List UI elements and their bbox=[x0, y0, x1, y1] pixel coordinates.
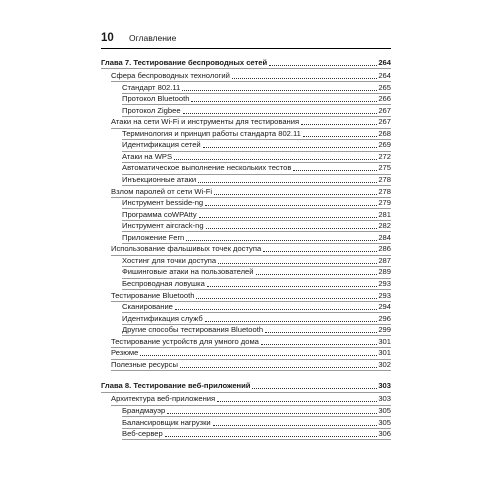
dot-leader bbox=[174, 159, 377, 160]
entry-page-number: 278 bbox=[378, 175, 391, 184]
entry-title: Атаки на WPS bbox=[122, 151, 173, 161]
entry-page-number: 267 bbox=[378, 105, 391, 115]
entry-page-number: 306 bbox=[378, 429, 391, 439]
subsection-entry bbox=[122, 254, 391, 266]
entry-title: Брандмауэр bbox=[122, 406, 166, 415]
dot-leader bbox=[214, 194, 377, 195]
entry-page-number: 281 bbox=[378, 209, 391, 219]
dot-leader bbox=[301, 124, 377, 125]
subsection-entry bbox=[122, 277, 391, 289]
dot-leader bbox=[183, 113, 378, 114]
subsection-entry bbox=[122, 196, 391, 208]
entry-title: Атаки на сети Wi-Fi и инструменты для тестирования bbox=[111, 117, 300, 127]
entry-title: Фишинговые атаки на пользователей bbox=[122, 267, 254, 277]
entry-page-number: 301 bbox=[378, 348, 391, 358]
subsection-entry bbox=[122, 427, 391, 439]
subsection-entry bbox=[122, 265, 391, 277]
dot-leader bbox=[207, 286, 377, 287]
section-entry bbox=[111, 185, 391, 197]
dot-leader bbox=[205, 205, 377, 206]
entry-title: Беспроводная ловушка bbox=[122, 279, 205, 288]
subsection-entry bbox=[122, 312, 391, 324]
entry-page-number: 293 bbox=[378, 290, 391, 300]
entry-title: Архитектура веб-приложения bbox=[111, 394, 216, 404]
subsection-entry bbox=[122, 219, 391, 231]
entry-title: Тестирование Bluetooth bbox=[111, 290, 195, 300]
chapter-entry bbox=[101, 56, 391, 68]
dot-leader bbox=[265, 332, 377, 333]
entry-title: Хостинг для точки доступа bbox=[122, 255, 217, 265]
dot-leader bbox=[256, 274, 378, 275]
entry-page-number: 264 bbox=[378, 71, 391, 81]
dot-leader bbox=[140, 355, 377, 356]
entry-page-number: 305 bbox=[378, 417, 391, 427]
entry-page-number: 267 bbox=[378, 117, 391, 127]
subsection-entry bbox=[122, 404, 391, 416]
entry-page-number: 269 bbox=[378, 140, 391, 150]
entry-title: Протокол Bluetooth bbox=[122, 94, 190, 104]
subsection-entry bbox=[122, 150, 391, 162]
header-rule bbox=[101, 48, 391, 49]
page-number: 10 bbox=[101, 32, 114, 44]
entry-title: Веб-сервер bbox=[122, 429, 163, 439]
dot-leader bbox=[196, 298, 377, 299]
dot-leader bbox=[186, 240, 377, 241]
entry-title: Другие способы тестирования Bluetooth bbox=[122, 325, 264, 335]
entry-page-number: 302 bbox=[378, 359, 391, 369]
entry-page-number: 301 bbox=[378, 336, 391, 346]
dot-leader bbox=[175, 309, 377, 310]
entry-page-number: 299 bbox=[378, 325, 391, 335]
entry-title: Протокол Zigbee bbox=[122, 105, 181, 115]
entry-title: Приложение Fern bbox=[122, 232, 185, 242]
section-entry bbox=[111, 115, 391, 127]
entry-title: Резюме bbox=[111, 348, 139, 358]
entry-title: Использование фальшивых точек доступа bbox=[111, 244, 262, 254]
entry-page-number: 305 bbox=[378, 406, 391, 415]
section-entry bbox=[111, 392, 391, 404]
entry-page-number: 265 bbox=[378, 82, 391, 92]
entry-page-number: 264 bbox=[378, 58, 391, 67]
entry-page-number: 272 bbox=[378, 151, 391, 161]
subsection-entry bbox=[122, 323, 391, 335]
dot-leader bbox=[303, 136, 377, 137]
page-header bbox=[101, 31, 391, 45]
dot-leader bbox=[232, 78, 377, 79]
entry-title: Инструмент besside-ng bbox=[122, 198, 204, 208]
entry-title: Автоматическое выполнение нескольких тестов bbox=[122, 163, 292, 173]
dot-leader bbox=[165, 436, 378, 437]
entry-page-number: 303 bbox=[378, 394, 391, 404]
dot-leader bbox=[206, 228, 378, 229]
entry-page-number: 284 bbox=[378, 232, 391, 242]
entry-separator bbox=[111, 370, 391, 371]
dot-leader bbox=[198, 182, 377, 183]
entry-title: Стандарт 802.11 bbox=[122, 82, 181, 92]
entry-page-number: 303 bbox=[378, 381, 391, 391]
dot-leader bbox=[263, 251, 377, 252]
running-title: Оглавление bbox=[129, 33, 177, 43]
subsection-entry bbox=[122, 208, 391, 220]
dot-leader bbox=[217, 401, 377, 402]
section-entry bbox=[111, 69, 391, 81]
entry-separator bbox=[122, 439, 391, 440]
entry-title: Программа coWPAtty bbox=[122, 209, 197, 219]
dot-leader bbox=[252, 388, 377, 389]
subsection-entry bbox=[122, 231, 391, 243]
entry-title: Глава 7. Тестирование беспроводных сетей bbox=[101, 58, 268, 67]
entry-page-number: 275 bbox=[378, 163, 391, 173]
entry-title: Терминология и принцип работы стандарта 802.11 bbox=[122, 128, 301, 138]
entry-title: Инъекционные атаки bbox=[122, 175, 197, 184]
dot-leader bbox=[293, 170, 377, 171]
entry-title: Сфера беспроводных технологий bbox=[111, 71, 230, 81]
entry-title: Глава 8. Тестирование веб-приложений bbox=[101, 381, 251, 391]
subsection-entry bbox=[122, 92, 391, 104]
entry-page-number: 268 bbox=[378, 128, 391, 138]
entry-title: Идентификация служб bbox=[122, 313, 203, 323]
entry-title: Тестирование устройств для умного дома bbox=[111, 336, 259, 346]
entry-title: Балансировщик нагрузки bbox=[122, 417, 211, 427]
dot-leader bbox=[203, 147, 378, 148]
dot-leader bbox=[205, 321, 378, 322]
section-entry bbox=[111, 346, 391, 358]
entry-page-number: 286 bbox=[378, 244, 391, 254]
entry-title: Взлом паролей от сети Wi-Fi bbox=[111, 186, 213, 196]
section-entry bbox=[111, 358, 391, 370]
dot-leader bbox=[182, 90, 377, 91]
subsection-entry bbox=[122, 81, 391, 93]
entry-title: Инструмент aircrack-ng bbox=[122, 221, 204, 231]
dot-leader bbox=[180, 367, 377, 368]
dot-leader bbox=[213, 425, 378, 426]
chapter-entry bbox=[101, 379, 391, 391]
entry-page-number: 266 bbox=[378, 94, 391, 104]
dot-leader bbox=[167, 413, 377, 414]
section-entry bbox=[111, 335, 391, 347]
subsection-entry bbox=[122, 173, 391, 185]
section-entry bbox=[111, 289, 391, 301]
subsection-entry bbox=[122, 416, 391, 428]
entry-title: Идентификация сетей bbox=[122, 140, 201, 150]
entry-page-number: 289 bbox=[378, 267, 391, 277]
subsection-entry bbox=[122, 127, 391, 139]
subsection-entry bbox=[122, 138, 391, 150]
entry-page-number: 278 bbox=[378, 186, 391, 196]
entry-title: Полезные ресурсы bbox=[111, 359, 178, 369]
dot-leader bbox=[199, 217, 378, 218]
entry-page-number: 294 bbox=[378, 302, 391, 312]
entry-page-number: 293 bbox=[378, 279, 391, 288]
entry-page-number: 296 bbox=[378, 313, 391, 323]
subsection-entry bbox=[122, 300, 391, 312]
section-entry bbox=[111, 242, 391, 254]
subsection-entry bbox=[122, 161, 391, 173]
entry-title: Сканирование bbox=[122, 302, 173, 312]
entry-page-number: 282 bbox=[378, 221, 391, 231]
dot-leader bbox=[218, 263, 377, 264]
entry-page-number: 287 bbox=[378, 255, 391, 265]
subsection-entry bbox=[122, 104, 391, 116]
dot-leader bbox=[261, 344, 377, 345]
dot-leader bbox=[269, 65, 377, 66]
dot-leader bbox=[191, 101, 377, 102]
entry-page-number: 279 bbox=[378, 198, 391, 208]
